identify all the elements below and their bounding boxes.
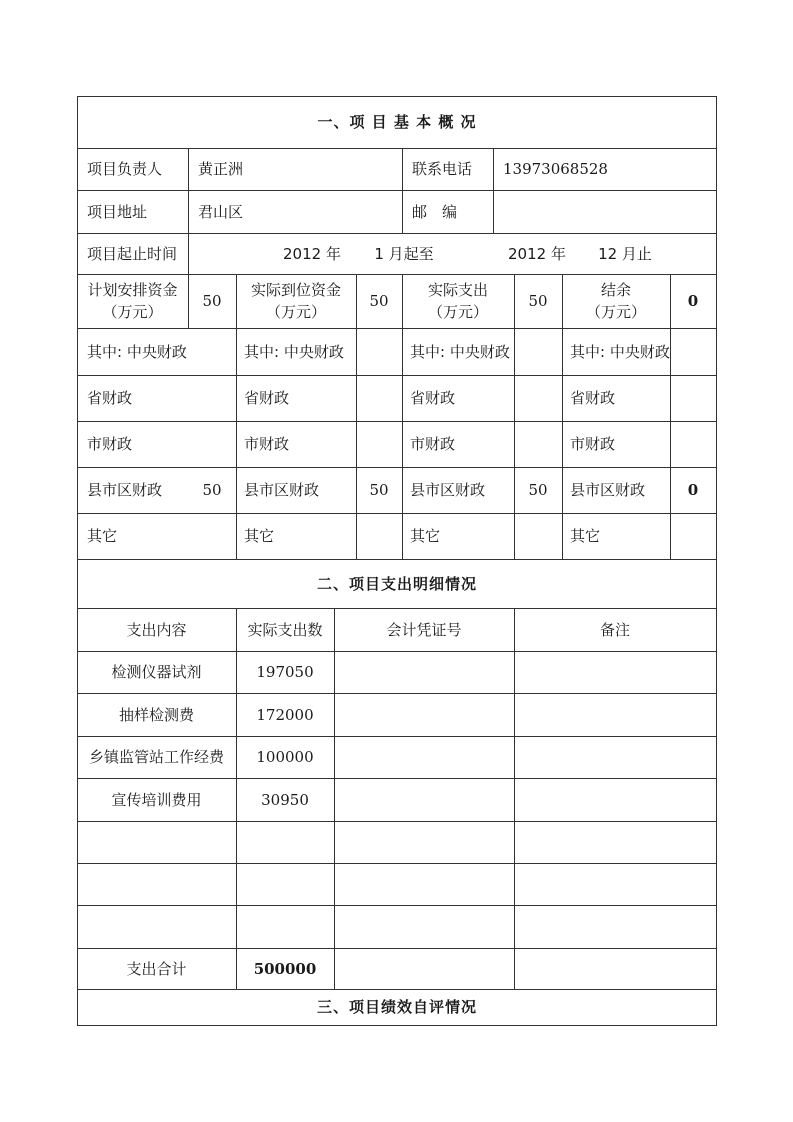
expense-voucher <box>334 863 514 905</box>
expense-amount <box>236 821 334 863</box>
address-value: 君山区 <box>198 202 244 221</box>
expense-voucher <box>334 778 514 821</box>
total-value: 500000 <box>253 959 317 978</box>
fund-source-value <box>356 421 402 467</box>
address-label: 项目地址 <box>87 202 148 221</box>
fund-source-label: 县市区财政 <box>87 481 163 499</box>
actual-spend-unit: （万元） <box>427 303 488 321</box>
phone-value: 13973068528 <box>503 160 608 178</box>
actual-spend-value: 50 <box>528 292 548 310</box>
expense-amount: 172000 <box>256 705 314 724</box>
period-end-year: 2012 年 <box>508 244 566 263</box>
section2-title: 二、项目支出明细情况 <box>316 574 477 593</box>
balance-label: 结余 <box>600 281 631 299</box>
fund-source-label: 其中: 中央财政 <box>570 342 670 361</box>
fund-source-label: 其中: 中央财政 <box>410 342 510 361</box>
fund-source-value <box>670 328 716 375</box>
received-funds-header <box>236 274 356 328</box>
fund-source-value <box>356 328 402 375</box>
fund-source-label: 其中: 中央财政 <box>244 342 344 361</box>
received-funds-value: 50 <box>369 292 389 310</box>
fund-source-value <box>670 421 716 467</box>
fund-source-label: 其它 <box>87 527 118 545</box>
column-header-voucher: 会计凭证号 <box>386 620 462 639</box>
planned-funds-header <box>77 274 188 328</box>
balance-unit: （万元） <box>585 303 646 321</box>
fund-source-label: 省财政 <box>410 389 456 407</box>
fund-source-value: 50 <box>369 481 389 499</box>
phone-label: 联系电话 <box>412 160 473 178</box>
expense-amount <box>236 905 334 948</box>
section1-title: 一、项 目 基 本 概 况 <box>317 113 477 131</box>
planned-funds-label: 计划安排资金 <box>87 281 178 299</box>
expense-voucher <box>334 821 514 863</box>
expense-amount: 30950 <box>261 790 309 809</box>
leader-value: 黄正洲 <box>198 160 244 178</box>
period-start-year: 2012 年 <box>283 244 341 263</box>
planned-funds-value: 50 <box>202 292 222 310</box>
expense-note <box>514 651 716 693</box>
fund-source-value <box>514 421 562 467</box>
fund-source-label: 省财政 <box>244 389 290 407</box>
expense-note <box>514 736 716 778</box>
fund-source-value <box>188 375 236 421</box>
expense-item: 乡镇监管站工作经费 <box>88 748 224 766</box>
postcode-value <box>493 190 716 233</box>
project-form-table <box>77 96 717 1026</box>
expense-item <box>77 905 236 948</box>
fund-source-label: 其中: 中央财政 <box>87 342 187 361</box>
fund-source-label: 县市区财政 <box>410 481 486 499</box>
fund-source-value <box>514 328 562 375</box>
fund-source-value <box>514 513 562 559</box>
received-funds-unit: （万元） <box>265 303 326 321</box>
expense-voucher <box>334 693 514 736</box>
expense-item: 抽样检测费 <box>118 705 194 724</box>
fund-source-value <box>188 513 236 559</box>
column-header-amount: 实际支出数 <box>247 620 323 639</box>
expense-voucher <box>334 905 514 948</box>
fund-source-label: 县市区财政 <box>244 481 320 499</box>
postcode-label: 邮 编 <box>412 202 458 221</box>
planned-funds-unit: （万元） <box>102 303 163 321</box>
fund-source-value: 50 <box>202 481 222 499</box>
expense-item: 宣传培训费用 <box>111 790 202 809</box>
fund-source-label: 其它 <box>410 527 441 545</box>
fund-source-value <box>514 375 562 421</box>
fund-source-value <box>670 513 716 559</box>
fund-source-label: 其它 <box>244 527 275 545</box>
total-label: 支出合计 <box>126 959 187 978</box>
actual-spend-label: 实际支出 <box>427 281 488 299</box>
fund-source-value <box>188 421 236 467</box>
column-header-item: 支出内容 <box>126 620 187 639</box>
period-end-month: 12 月止 <box>598 244 652 263</box>
fund-source-label: 市财政 <box>87 435 133 453</box>
period-label: 项目起止时间 <box>87 244 178 263</box>
fund-source-label: 省财政 <box>570 389 616 407</box>
fund-source-value: 50 <box>528 481 548 499</box>
expense-item: 检测仪器试剂 <box>111 663 202 681</box>
fund-source-value <box>356 375 402 421</box>
leader-label: 项目负责人 <box>87 160 163 178</box>
expense-item <box>77 863 236 905</box>
expense-note <box>514 693 716 736</box>
fund-source-value <box>188 328 236 375</box>
received-funds-label: 实际到位资金 <box>250 281 341 299</box>
column-header-note: 备注 <box>599 620 630 639</box>
expense-voucher <box>334 651 514 693</box>
expense-note <box>514 821 716 863</box>
expense-amount <box>236 863 334 905</box>
fund-source-value <box>670 375 716 421</box>
expense-note <box>514 863 716 905</box>
expense-amount: 100000 <box>256 748 314 766</box>
fund-source-label: 其它 <box>570 527 601 545</box>
section3-title: 三、项目绩效自评情况 <box>316 998 477 1016</box>
fund-source-label: 市财政 <box>570 435 616 453</box>
expense-note <box>514 905 716 948</box>
balance-header <box>562 274 670 328</box>
balance-value: 0 <box>687 292 699 310</box>
fund-source-label: 市财政 <box>410 435 456 453</box>
fund-source-label: 县市区财政 <box>570 481 646 499</box>
expense-item <box>77 821 236 863</box>
fund-source-value <box>356 513 402 559</box>
fund-source-label: 市财政 <box>244 435 290 453</box>
actual-spend-header <box>402 274 514 328</box>
expense-note <box>514 778 716 821</box>
fund-source-value: 0 <box>687 481 699 499</box>
period-start-month: 1 月起至 <box>374 244 434 263</box>
expense-amount: 197050 <box>256 663 314 681</box>
expense-voucher <box>334 736 514 778</box>
fund-source-label: 省财政 <box>87 389 133 407</box>
